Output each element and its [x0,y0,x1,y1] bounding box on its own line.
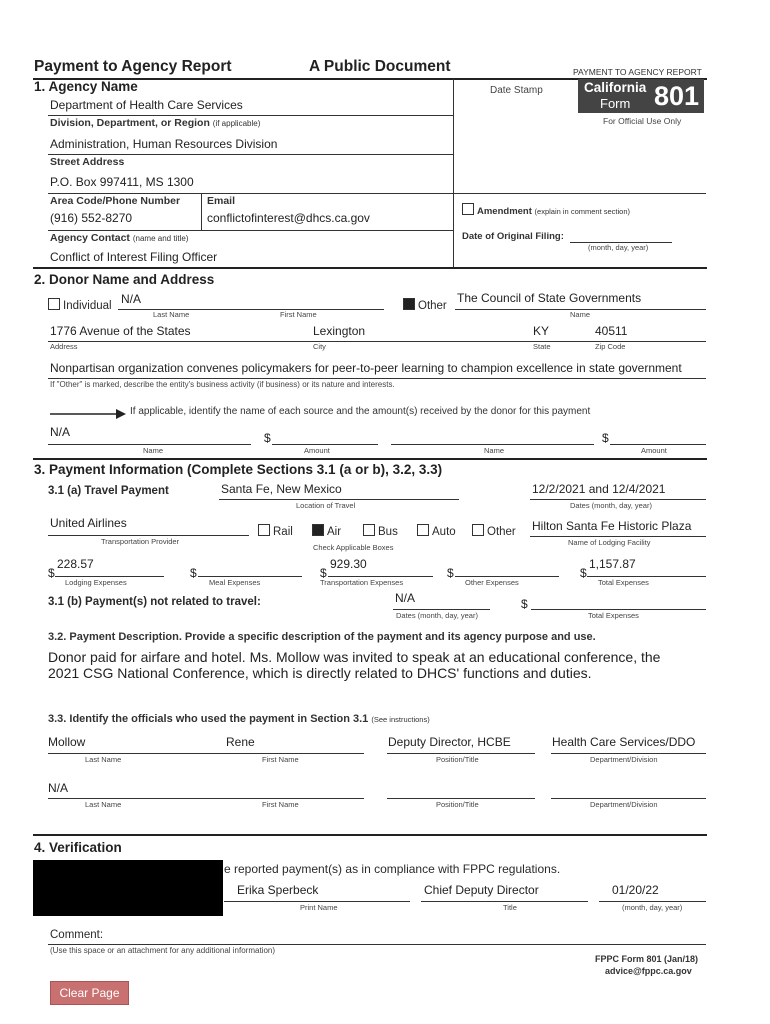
description-line1[interactable]: Donor paid for airfare and hotel. Ms. Mollow was invited to speak at an educational conference, the [48,649,661,665]
clear-page-button[interactable]: Clear Page [50,981,129,1005]
donor-description[interactable]: Nonpartisan organization convenes policymakers for peer-to-peer learning to champion excellence in state government [50,361,682,375]
dollar-lodging: $ [48,566,55,580]
location-lbl: Location of Travel [296,501,356,510]
source-instruction: If applicable, identify the name of each source and the amount(s) received by the donor for this payment [130,406,591,417]
verification-statement: e reported payment(s) as in compliance with FPPC regulations. [224,862,561,876]
email-value[interactable]: conflictofinterest@dhcs.ca.gov [207,211,370,225]
contact-label: Agency Contact (name and title) [50,232,189,244]
off2-position-lbl: Position/Title [436,800,479,809]
transport-exp-lbl: Transportation Expenses [320,578,404,587]
nontravel-label: 3.1 (b) Payment(s) not related to travel: [48,596,261,608]
orig-filing-hint: (month, day, year) [588,243,649,252]
source-amount-lbl-1: Amount [304,446,330,455]
dollar-meal: $ [190,566,197,580]
title-lbl: Title [503,903,517,912]
section2-title: 2. Donor Name and Address [34,272,215,287]
email-label: Email [207,195,236,207]
transport-provider[interactable]: United Airlines [50,516,127,530]
lodging-expenses[interactable]: 228.57 [57,557,94,571]
section1-title: 1. Agency Name [34,79,138,94]
description-label: 3.2. Payment Description. Provide a specific description of the payment and its agency purpose and use. [48,631,596,643]
address-lbl: Address [50,342,78,351]
badge-line1: California [584,80,647,95]
off1-first-lbl: First Name [262,755,299,764]
advice-email[interactable]: advice@fppc.ca.gov [605,966,692,976]
off1-last-lbl: Last Name [85,755,122,764]
off1-position-lbl: Position/Title [436,755,479,764]
nontravel-total-lbl: Total Expenses [588,611,639,620]
lodging-exp-lbl: Lodging Expenses [65,578,127,587]
division-value[interactable]: Administration, Human Resources Division [50,137,278,151]
first-name-lbl: First Name [280,310,317,319]
orig-filing-label: Date of Original Filing: [462,231,564,242]
official1-first[interactable]: Rene [226,735,255,749]
official1-last[interactable]: Mollow [48,735,86,749]
provider-lbl: Transportation Provider [101,537,180,546]
arrow-icon [50,407,126,425]
source-name[interactable]: N/A [50,425,71,439]
division-label: Division, Department, or Region (if applicable) [50,117,261,129]
nontravel-dates-lbl: Dates (month, day, year) [396,611,478,620]
total-expenses[interactable]: 1,157.87 [589,557,636,571]
dollar-other: $ [447,566,454,580]
form-title: Payment to Agency Report [34,58,232,75]
officials-label: 3.3. Identify the officials who used the payment in Section 3.1 (See instructions) [48,713,430,725]
lodging-lbl: Name of Lodging Facility [568,538,651,547]
travel-location[interactable]: Santa Fe, New Mexico [221,482,342,496]
city-lbl: City [313,342,326,351]
rail-checkbox[interactable] [258,524,270,536]
print-name[interactable]: Erika Sperbeck [237,883,319,897]
individual-checkbox[interactable] [48,298,60,310]
nontravel-dates[interactable]: N/A [395,591,416,605]
name-lbl: Name [570,310,591,319]
rail-option[interactable]: Rail [258,524,293,538]
form-badge [578,79,704,113]
meal-exp-lbl: Meal Expenses [209,578,261,587]
other-option[interactable]: Other [403,298,447,312]
boxes-lbl: Check Applicable Boxes [313,543,394,552]
zip-lbl: Zip Code [595,342,626,351]
auto-checkbox[interactable] [417,524,429,536]
public-document-label: A Public Document [309,58,451,75]
signed-date[interactable]: 01/20/22 [612,883,659,897]
form-kind-label: PAYMENT TO AGENCY REPORT [573,67,702,77]
donor-state[interactable]: KY [533,324,550,338]
off2-last-lbl: Last Name [85,800,122,809]
phone-label: Area Code/Phone Number [50,195,181,207]
other-transport-option[interactable]: Other [472,524,516,538]
individual-option[interactable]: Individual [48,298,112,312]
comment-hint: (Use this space or an attachment for any additional information) [50,946,276,955]
last-name-lbl: Last Name [153,310,190,319]
street-label: Street Address [50,156,125,168]
comment-label: Comment: [50,929,104,941]
form-id: FPPC Form 801 (Jan/18) [595,954,699,964]
official-use-label: For Official Use Only [603,116,682,126]
agency-name[interactable]: Department of Health Care Services [50,98,243,112]
source-amount-lbl-2: Amount [641,446,667,455]
dates-lbl: Dates (month, day, year) [570,501,652,510]
amendment-row[interactable]: Amendment (explain in comment section) [462,203,630,217]
section4-title: 4. Verification [34,840,122,855]
source-name-lbl-1: Name [143,446,164,455]
amendment-checkbox[interactable] [462,203,474,215]
total-exp-lbl: Total Expenses [598,578,649,587]
dollar-sign-2: $ [602,431,609,445]
donor-zip[interactable]: 40511 [595,324,628,338]
donor-last-name[interactable]: N/A [121,292,142,306]
date-stamp-label: Date Stamp [490,85,543,96]
dollar-transport: $ [320,566,327,580]
badge-line2: Form [600,96,631,111]
air-option[interactable]: Air [312,524,341,538]
print-name-lbl: Print Name [300,903,338,912]
dollar-nontravel: $ [521,597,528,611]
official1-position[interactable]: Deputy Director, HCBE [388,735,511,749]
official2-last[interactable]: N/A [48,781,69,795]
travel-dates[interactable]: 12/2/2021 and 12/4/2021 [532,482,666,496]
air-checkbox[interactable] [312,524,324,536]
bus-option[interactable]: Bus [363,524,398,538]
other-transport-checkbox[interactable] [472,524,484,536]
auto-option[interactable]: Auto [417,524,456,538]
signer-title[interactable]: Chief Deputy Director [424,883,539,897]
redaction-block [33,860,223,916]
state-lbl: State [533,342,551,351]
lodging-facility[interactable]: Hilton Santa Fe Historic Plaza [532,519,692,533]
transport-expenses[interactable]: 929.30 [330,557,367,571]
date-lbl: (month, day, year) [622,903,683,912]
contact-value[interactable]: Conflict of Interest Filing Officer [50,250,218,264]
other-exp-lbl: Other Expenses [465,578,519,587]
description-line2[interactable]: 2021 CSG National Conference, which is directly related to DHCS' functions and duties. [48,665,592,681]
phone-value[interactable]: (916) 552-8270 [50,211,133,225]
donor-city[interactable]: Lexington [313,324,366,338]
off2-dept-lbl: Department/Division [590,800,658,809]
off1-dept-lbl: Department/Division [590,755,658,764]
street-value[interactable]: P.O. Box 997411, MS 1300 [50,175,194,189]
donor-org-name[interactable]: The Council of State Governments [457,291,642,305]
source-name-lbl-2: Name [484,446,505,455]
description-note: If "Other" is marked, describe the entity's business activity (if business) or its nature and interests. [50,380,395,389]
dollar-sign-1: $ [264,431,271,445]
travel-payment-label: 3.1 (a) Travel Payment [48,485,169,497]
other-checkbox[interactable] [403,298,415,310]
bus-checkbox[interactable] [363,524,375,536]
off2-first-lbl: First Name [262,800,299,809]
dollar-total: $ [580,566,587,580]
donor-address[interactable]: 1776 Avenue of the States [50,324,191,338]
official1-dept[interactable]: Health Care Services/DDO [552,735,696,749]
section3-title: 3. Payment Information (Complete Sections 3.1 (a or b), 3.2, 3.3) [34,462,443,477]
badge-number: 801 [653,81,699,111]
